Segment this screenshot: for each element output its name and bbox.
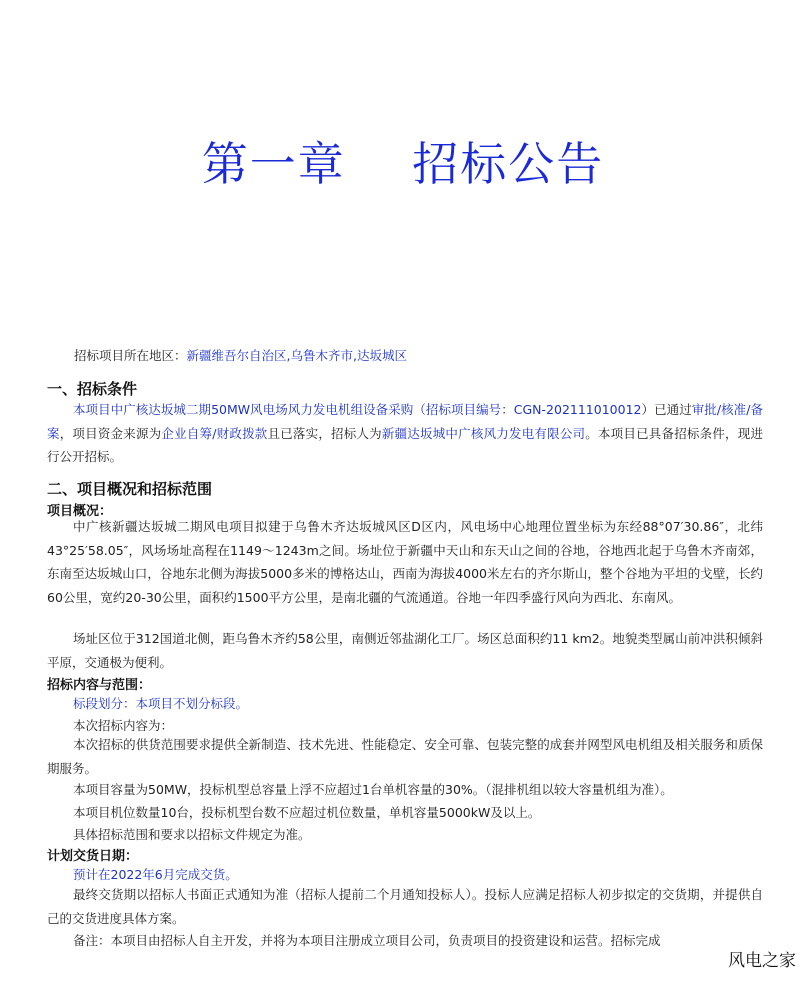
- conditions-text: 本项目中广核达坂城二期50MW风电场风力发电机组设备采购（招标项目编号：: [73, 402, 514, 417]
- content-heading: 本次招标内容为：: [73, 718, 174, 733]
- fund-source: 企业自筹/财政拨款: [161, 425, 268, 441]
- content-paragraph-1: 本次招标的供货范围要求提供全新制造、技术先进、性能稳定、安全可靠、包装完整的成套并网型风电机组及相关服务和质保期服务。: [47, 737, 763, 776]
- content-paragraph-4: 具体招标范围和要求以招标文件规定为准。: [73, 827, 311, 842]
- scope-heading: 招标内容与范围：: [47, 678, 152, 693]
- conditions-text: 且已落实，招标人为: [267, 425, 382, 441]
- location-label: 招标项目所在地区：: [74, 348, 187, 363]
- conditions-text: ）已通过: [641, 402, 692, 417]
- project-location: [74, 346, 407, 364]
- project-code: CGN-202111010012: [513, 402, 642, 417]
- watermark: 风电之家: [724, 946, 796, 971]
- remark-paragraph: 备注：本项目由招标人自主开发，并将为本项目注册成立项目公司，负责项目的投资建设和运营。招标完成: [73, 933, 661, 948]
- section-heading-conditions: 一、招标条件: [47, 380, 138, 398]
- overview-paragraph-1: 中广核新疆达坂城二期风电项目拟建于乌鲁木齐达坂城风区D区内，风电场中心地理位置坐标为东经88°07′30.86″，北纬43°25′58.05″，风场场址高程在1149～1243m之间。场址位于新疆中天山和东天山之间的谷地，谷地西北起于乌鲁木齐南郊，东南至达坂城山口，谷地东北侧为海拔5000多米的博格达山，西南为海拔4000米左右的齐尔斯山，整个谷地为平坦的戈壁，长约60公里，宽约20-30公里，面积约1500平方公里，是南北疆的气流通道。谷地一年四季盛行风向为西北、东南风。: [47, 519, 763, 605]
- location-value: 新疆维吾尔自治区,乌鲁木齐市,达坂城区: [186, 348, 407, 363]
- delivery-paragraph: 最终交货期以招标人书面正式通知为准（招标人提前二个月通知投标人）。投标人应满足招标人初步拟定的交货期，并提供自己的交货进度具体方案。: [47, 887, 763, 926]
- content-paragraph-3: 本项目机位数量10台，投标机型台数不应超过机位数量，单机容量5000kW及以上。: [73, 805, 541, 820]
- approval-status: 审批/核准/备案: [47, 402, 763, 441]
- overview-heading: 项目概况：: [47, 504, 113, 519]
- chapter-title: 第一章 招标公告: [201, 137, 605, 191]
- section-division: 标段划分：本项目不划分标段。: [73, 696, 249, 711]
- section-heading-overview: 二、项目概况和招标范围: [47, 480, 213, 498]
- overview-paragraph-2: 场址区位于312国道北侧，距乌鲁木齐约58公里，南侧近邻盐湖化工厂。场区总面积约11 km2。地貌类型属山前冲洪积倾斜平原，交通极为便利。: [47, 631, 763, 670]
- conditions-text: ，项目资金来源为: [59, 425, 162, 441]
- tenderer-name: 新疆达坂城中广核风力发电有限公司: [381, 425, 586, 441]
- content-paragraph-2: 本项目容量为50MW，投标机型总容量上浮不应超过1台单机容量的30%。（混排机组以较大容量机组为准）。: [73, 782, 673, 797]
- delivery-estimate: 预计在2022年6月完成交货。: [73, 867, 238, 882]
- conditions-paragraph: [47, 398, 763, 469]
- conditions-text: 。本项目已具备招标条件，现进行公开招标。: [47, 425, 763, 464]
- delivery-heading: 计划交货日期：: [47, 849, 139, 864]
